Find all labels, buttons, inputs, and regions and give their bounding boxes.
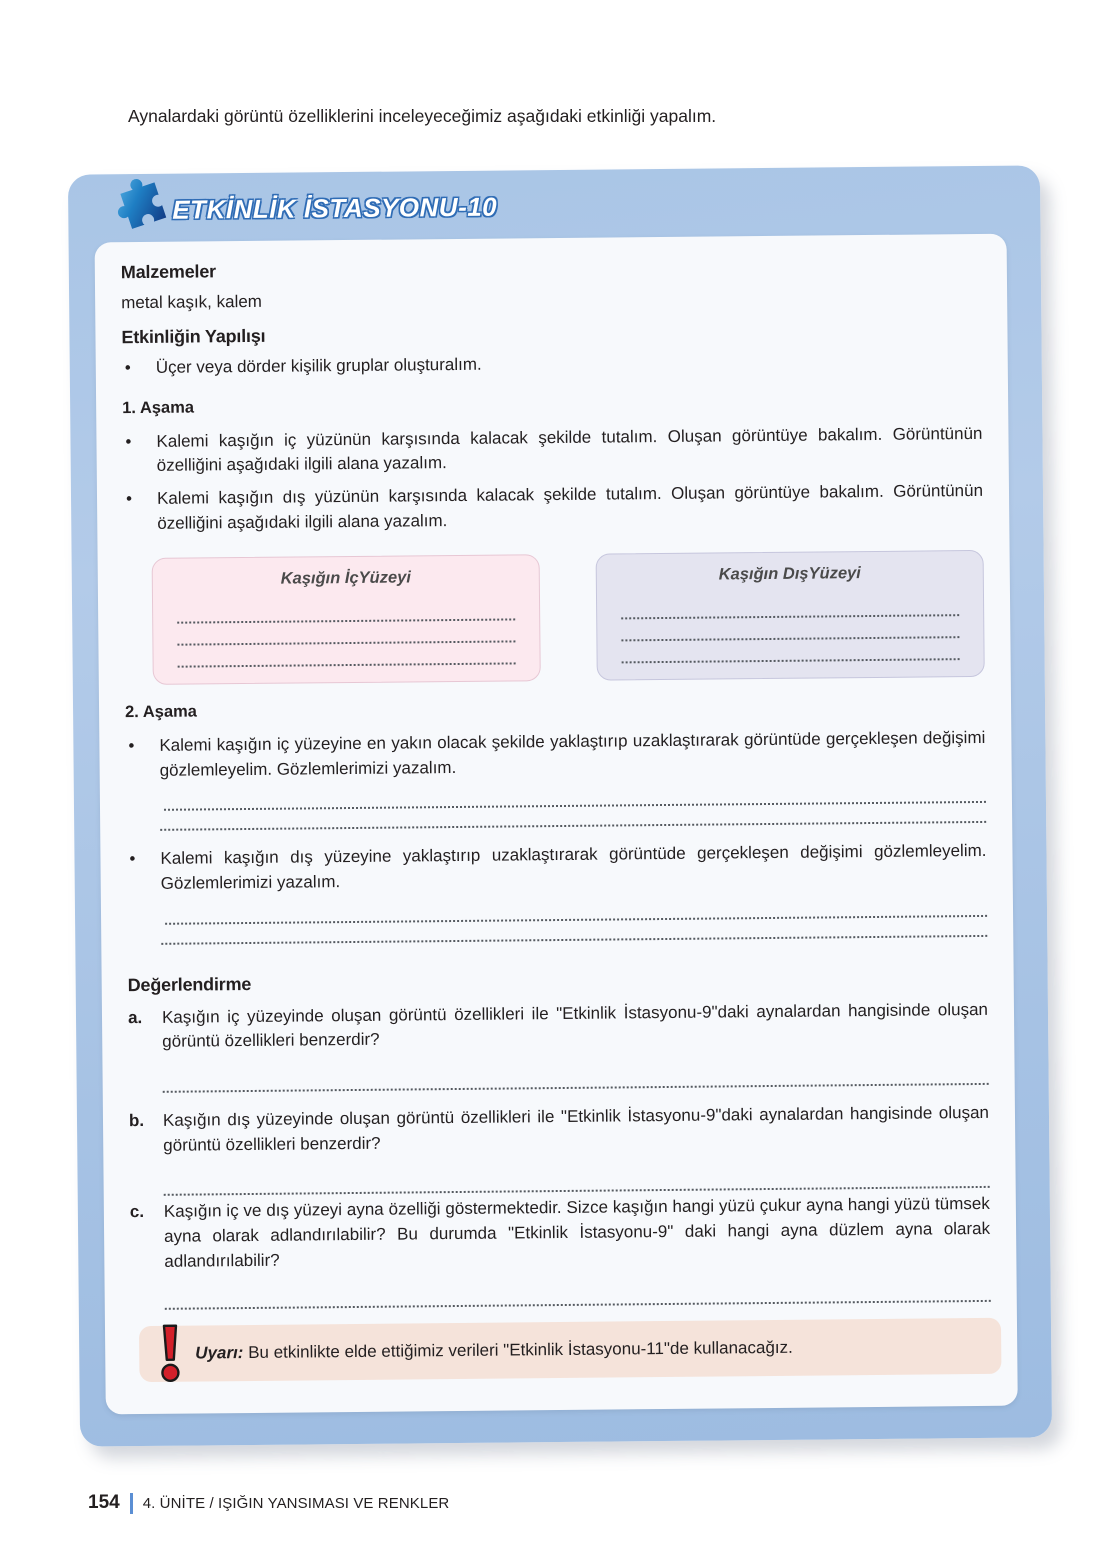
evaluation-item-text: Kaşığın iç ve dış yüzeyi ayna özelliği göstermektedir. Sizce kaşığın hangi yüzü çukur ayna hangi yüzü tümsek ayna olarak adlandırılabilir? Bu durumda "Etkinlik İstasyonu-9" daki hangi ayna düzlem ayna olarak adlandırılabilir?: [163, 1194, 991, 1271]
puzzle-piece-icon: [108, 176, 175, 243]
evaluation-heading: Değerlendirme: [127, 973, 252, 995]
bullet-dot-icon: •: [125, 489, 133, 509]
footer-unit-title: 4. ÜNİTE / IŞIĞIN YANSIMASI VE RENKLER: [142, 1494, 450, 1512]
stage2-heading: 2. Aşama: [124, 702, 198, 722]
answer-box-outer-surface[interactable]: [596, 550, 985, 681]
evaluation-item-b: [129, 1101, 989, 1159]
bullet-dot-icon: •: [129, 849, 136, 869]
evaluation-item-a: [128, 998, 988, 1056]
answer-box-inner-surface[interactable]: [152, 554, 541, 685]
stage2-bullet-text: Kalemi kaşığın dış yüzeyine yaklaştırıp uzaklaştırarak görüntüde gerçekleşen değişimi gözlemleyelim. Gözlemlerimizi yazalım.: [160, 841, 987, 893]
stage1-bullet-item: [122, 422, 982, 480]
stage2-bullet-item: [125, 726, 985, 784]
activity-card: [68, 165, 1052, 1446]
answer-line[interactable]: [621, 638, 959, 663]
exclamation-mark-icon: [155, 1322, 186, 1386]
answer-box-title: Kaşığın DışYüzeyi: [718, 564, 861, 584]
evaluation-item-label: a.: [127, 1007, 143, 1027]
warning-text: [195, 1338, 793, 1364]
stage1-bullet-text: Kalemi kaşığın iç yüzünün karşısında kalacak şekilde tutalım. Oluşan görüntüye bakalım. Görüntünün özelliğini aşağıdaki ilgili alana yazalım.: [156, 423, 983, 476]
procedure-heading: Etkinliğin Yapılışı: [121, 325, 266, 348]
stage2-bullet-text: Kalemi kaşığın iç yüzeyine en yakın olacak şekilde yaklaştırıp uzaklaştırarak görüntüde gerçekleşen değişimi gözlemleyelim. Gözlemlerimizi yazalım.: [159, 728, 986, 780]
bullet-dot-icon: •: [128, 736, 135, 756]
stage1-heading: 1. Aşama: [122, 398, 195, 417]
materials-text: metal kaşık, kalem: [121, 291, 262, 313]
answer-line[interactable]: [621, 594, 959, 619]
warning-box: [139, 1318, 1001, 1382]
answer-line[interactable]: [177, 599, 515, 624]
activity-title: ETKİNLİK İSTASYONU-10: [172, 191, 498, 225]
bullet-dot-icon: •: [125, 431, 132, 451]
page-number: 154: [88, 1492, 120, 1513]
answer-line[interactable]: [177, 621, 515, 646]
answer-line[interactable]: [177, 643, 515, 668]
warning-body: Bu etkinlikte elde ettiğimiz verileri "Etkinlik İstasyonu-11"de kullanacağız.: [243, 1338, 793, 1363]
materials-heading: Malzemeler: [120, 261, 217, 283]
stage1-bullet-text: Kalemi kaşığın dış yüzünün karşısında kalacak şekilde tutalım. Oluşan görüntüye bakalım. Görüntünün özelliğini aşağıdaki ilgili alana yazalım.: [156, 480, 984, 533]
evaluation-item-label: b.: [128, 1111, 145, 1131]
evaluation-item-text: Kaşığın dış yüzeyinde oluşan görüntü özellikleri ile "Etkinlik İstasyonu-9"daki aynalardan hangisinde oluşan görüntü özellikleri benzerdir?: [162, 1102, 990, 1155]
answer-box-title: Kaşığın İçYüzeyi: [280, 568, 411, 588]
stage1-bullet-item: [123, 479, 983, 537]
bullet-dot-icon: •: [124, 358, 131, 378]
footer-separator: [130, 1493, 133, 1514]
activity-content-panel: [95, 234, 1018, 1415]
answer-line[interactable]: [621, 616, 959, 641]
evaluation-answer-line[interactable]: [165, 1282, 991, 1310]
evaluation-item-label: c.: [129, 1202, 145, 1222]
stage1-answer-boxes: [152, 550, 985, 685]
stage2-bullet-item: [126, 839, 986, 897]
procedure-bullet-item: [122, 348, 982, 381]
intro-paragraph: Aynalardaki görüntü özelliklerini inceleyeceğimiz aşağıdaki etkinliği yapalım.: [128, 106, 717, 126]
page-footer: [88, 1492, 449, 1514]
warning-label: Uyarı:: [195, 1343, 244, 1363]
evaluation-answer-line[interactable]: [164, 1168, 990, 1196]
evaluation-answer-line[interactable]: [163, 1065, 989, 1093]
evaluation-item-c: [130, 1192, 991, 1274]
evaluation-item-text: Kaşığın iç yüzeyinde oluşan görüntü özellikleri ile "Etkinlik İstasyonu-9"daki aynalardan hangisinde oluşan görüntü özellikleri benzerdir?: [161, 999, 989, 1052]
procedure-bullet-text: Üçer veya dörder kişilik gruplar oluşturalım.: [155, 354, 482, 377]
